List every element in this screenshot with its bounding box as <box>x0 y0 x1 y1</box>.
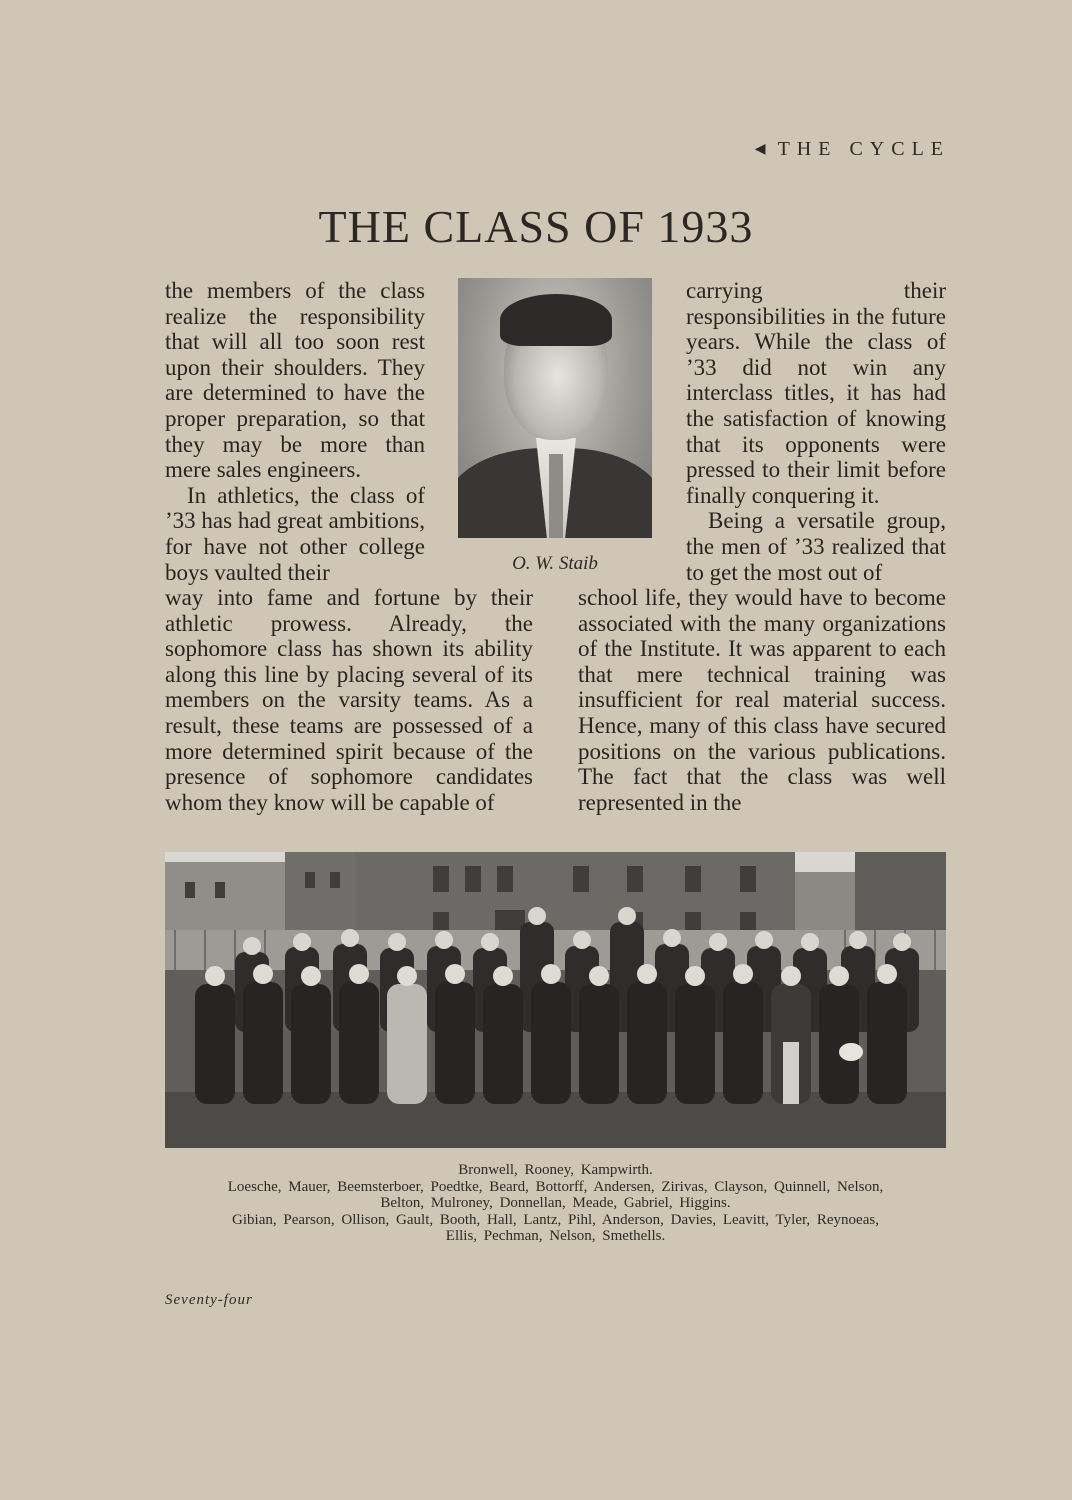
names-row: Bronwell, Rooney, Kampwirth. <box>458 1162 653 1178</box>
names-row: Gibian, Pearson, Ollison, Gault, Booth, Hall, Lantz, Pihl, Anderson, Davies, Leavitt, Tyler, Reynoeas, <box>232 1211 879 1228</box>
portrait-caption: O. W. Staib <box>512 553 598 574</box>
paragraph: way into fame and fortune by their athletic prowess. Already, the sophomore class has shown its ability along this line by placing several of its members on the varsity teams. As a result, these teams are possessed of a more determined spirit because of the presence of sophomore candidates whom they know will be capable of <box>165 585 533 815</box>
running-header <box>755 138 950 161</box>
arrow-left-icon: ◀ <box>754 142 766 157</box>
text-column-right-top <box>686 278 946 585</box>
portrait-photo <box>458 278 652 538</box>
class-group-photo <box>165 852 946 1148</box>
paragraph: Being a versatile group, the men of ’33 realized that to get the most out of <box>686 508 946 585</box>
paragraph: school life, they would have to become associated with the many organizations of the Institute. It was apparent to each that mere technical training was insufficient for real material success. Hence, many of this class have secured positions on the various publications. The fact that the class was well represented in the <box>578 585 946 815</box>
names-row: Belton, Mulroney, Donnellan, Meade, Gabriel, Higgins. <box>380 1195 731 1211</box>
paragraph: carrying their responsibilities in the future years. While the class of ’33 did not win any interclass titles, it has had the satisfaction of knowing that its opponents were pressed to their limit before finally conquering it. <box>686 278 946 508</box>
running-title: THE CYCLE <box>777 138 950 160</box>
text-column-right-bottom <box>578 585 946 815</box>
text-column-left-bottom <box>165 585 533 815</box>
page-title: THE CLASS OF 1933 <box>318 201 754 252</box>
paragraph: the members of the class realize the responsibility that will all too soon rest upon their shoulders. They are determined to have the proper preparation, so that they may be more than mere sales engineers. <box>165 278 425 483</box>
text-column-left-top <box>165 278 425 585</box>
names-row: Loesche, Mauer, Beemsterboer, Poedtke, Beard, Bottorff, Andersen, Zirivas, Clayson, Quinnell, Nelson, <box>227 1178 884 1195</box>
paragraph: In athletics, the class of ’33 has had great ambitions, for have not other college boys vaulted their <box>165 482 425 585</box>
page-number: Seventy-four <box>165 1292 253 1308</box>
names-row: Ellis, Pechman, Nelson, Smethells. <box>445 1228 666 1244</box>
group-photo-names <box>165 1162 946 1245</box>
group-photo-illustration <box>165 852 946 1148</box>
